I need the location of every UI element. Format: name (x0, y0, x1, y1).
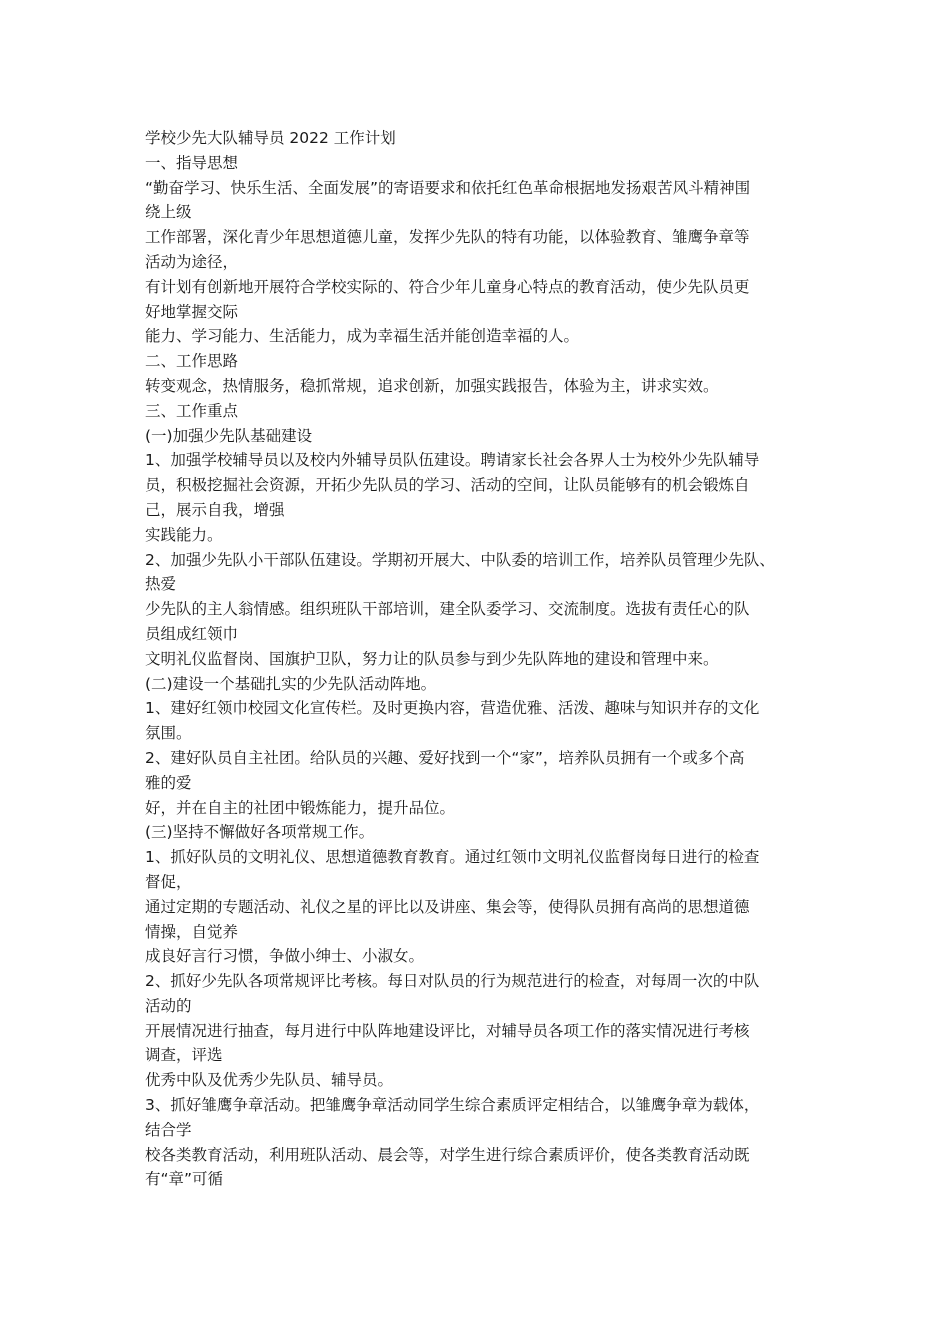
document-line: 好地掌握交际 (145, 302, 239, 321)
document-line: 少先队的主人翁情感。组织班队干部培训，建全队委学习、交流制度。选拔有责任心的队 (145, 600, 750, 619)
document-line: 校各类教育活动，利用班队活动、晨会等，对学生进行综合素质评价，使各类教育活动既 (145, 1145, 750, 1164)
document-line: 活动为途径， (145, 252, 239, 271)
document-line: 实践能力。 (145, 525, 223, 544)
document-line: 开展情况进行抽查，每月进行中队阵地建设评比，对辅导员各项工作的落实情况进行考核 (145, 1021, 750, 1040)
document-line: (三)坚持不懈做好各项常规工作。 (145, 823, 375, 842)
document-line: 员组成红领巾 (145, 624, 239, 643)
document-line: 督促， (145, 872, 192, 891)
document-line: 员，积极挖掘社会资源，开拓少先队员的学习、活动的空间，让队员能够有的机会锻炼自 (145, 476, 750, 495)
document-line: 一、指导思想 (145, 153, 239, 172)
document-line: 雅的爱 (145, 773, 192, 792)
document-line: 调查，评选 (145, 1046, 223, 1065)
document-line: 有计划有创新地开展符合学校实际的、符合少年儿童身心特点的教育活动，使少先队员更 (145, 277, 750, 296)
document-line: 2、加强少先队小干部队伍建设。学期初开展大、中队委的培训工作，培养队员管理少先队、 (145, 550, 775, 569)
document-line: 二、工作思路 (145, 352, 239, 371)
document-line: 能力、学习能力、生活能力，成为幸福生活并能创造幸福的人。 (145, 327, 580, 346)
document-line: (一)加强少先队基础建设 (145, 426, 313, 445)
document-line: 氛围。 (145, 724, 192, 743)
document-line: 情操，自觉养 (145, 922, 239, 941)
document-line: 己，展示自我，增强 (145, 500, 285, 519)
document-body (145, 126, 835, 1192)
document-line: 转变观念，热情服务，稳抓常规，追求创新，加强实践报告，体验为主，讲求实效。 (145, 376, 719, 395)
document-line: 成良好言行习惯，争做小绅士、小淑女。 (145, 947, 425, 966)
document-line: 三、工作重点 (145, 401, 239, 420)
document-line: (二)建设一个基础扎实的少先队活动阵地。 (145, 674, 437, 693)
document-line: “勤奋学习、快乐生活、全面发展”的寄语要求和依托红色革命根据地发扬艰苦风斗精神围 (145, 178, 751, 197)
document-line: 2、建好队员自主社团。给队员的兴趣、爱好找到一个“家”，培养队员拥有一个或多个高 (145, 748, 745, 767)
document-line: 3、抓好雏鹰争章活动。把雏鹰争章活动同学生综合素质评定相结合，以雏鹰争章为载体， (145, 1096, 760, 1115)
document-line: 热爱 (145, 575, 177, 594)
document-line: 2、抓好少先队各项常规评比考核。每日对队员的行为规范进行的检查，对每周一次的中队 (145, 972, 760, 991)
document-line: 结合学 (145, 1120, 192, 1139)
document-line: 绕上级 (145, 203, 192, 222)
document-line: 1、加强学校辅导员以及校内外辅导员队伍建设。聘请家长社会各界人士为校外少先队辅导 (145, 451, 760, 470)
document-line: 通过定期的专题活动、礼仪之星的评比以及讲座、集会等，使得队员拥有高尚的思想道德 (145, 897, 750, 916)
document-line: 1、抓好队员的文明礼仪、思想道德教育教育。通过红领巾文明礼仪监督岗每日进行的检查 (145, 848, 760, 867)
document-line: 活动的 (145, 996, 192, 1015)
document-line: 工作部署，深化青少年思想道德儿童，发挥少先队的特有功能，以体验教育、雏鹰争章等 (145, 228, 750, 247)
document-line: 1、建好红领巾校园文化宣传栏。及时更换内容，营造优雅、活泼、趣味与知识并存的文化 (145, 699, 760, 718)
document-line: 好，并在自主的社团中锻炼能力，提升品位。 (145, 798, 456, 817)
document-title: 学校少先大队辅导员 2022 工作计划 (145, 129, 396, 147)
document-line: 文明礼仪监督岗、国旗护卫队，努力让的队员参与到少先队阵地的建设和管理中来。 (145, 649, 719, 668)
document-line: 有“章”可循 (145, 1170, 224, 1189)
document-line: 优秀中队及优秀少先队员、辅导员。 (145, 1071, 394, 1090)
